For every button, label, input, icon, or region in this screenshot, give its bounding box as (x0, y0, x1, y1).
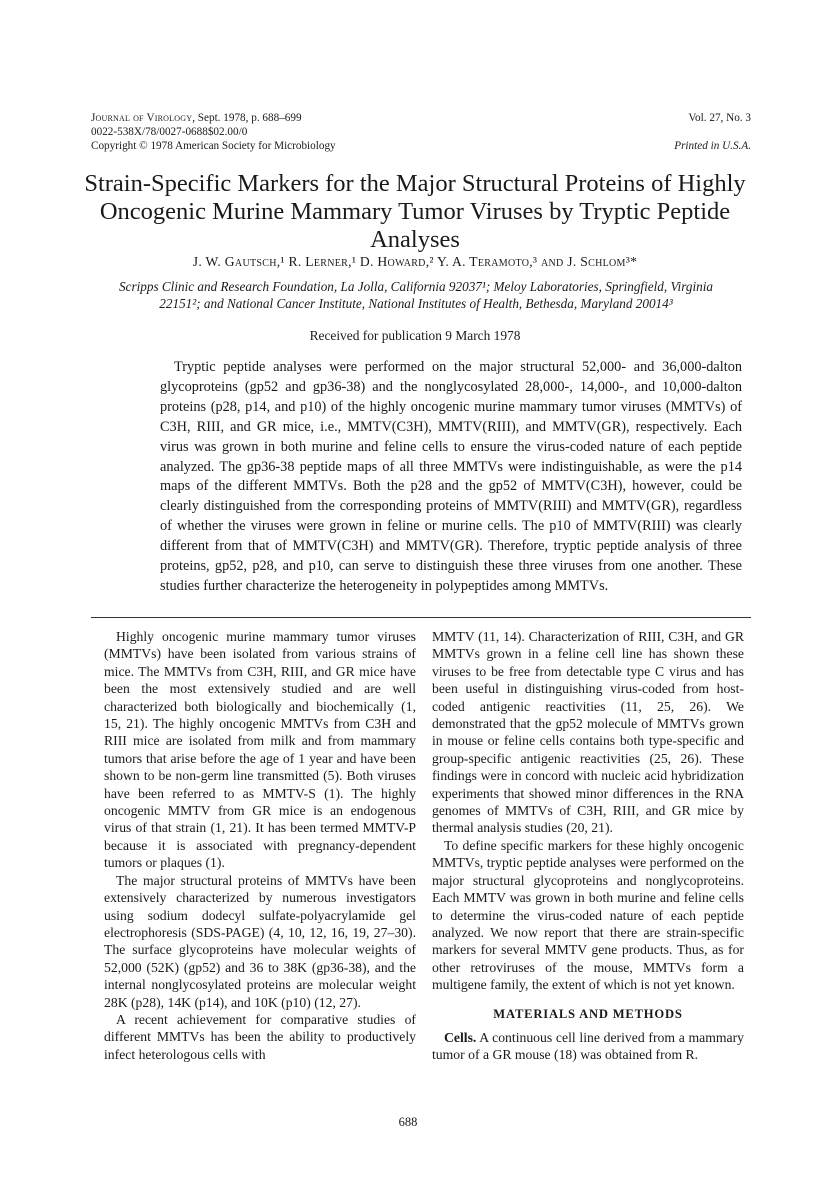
section-heading-materials-methods: MATERIALS AND METHODS (493, 1006, 683, 1021)
affiliations: Scripps Clinic and Research Foundation, La Jolla, California 92037¹; Meloy Laboratories, Springfield, Virginia 22151²; and National Cancer Institute, National Institutes of Health, Bethesda, Maryland 20014³ (119, 279, 713, 311)
intro-paragraph-3: A recent achievement for comparative studies of different MMTVs has been the ability to productively infect heterologous cells with (104, 1011, 416, 1062)
issn-line: 0022-538X/78/0027-0688$02.00/0 (91, 126, 248, 138)
page-number: 688 (398, 1115, 418, 1129)
printed-in: Printed in U.S.A. (674, 140, 751, 152)
running-header-right (511, 111, 751, 153)
journal-citation: , Sept. 1978, p. 688–699 (192, 112, 302, 124)
section-divider (91, 617, 751, 618)
cells-run-in-heading: Cells. (444, 1029, 477, 1045)
received-date: Received for publication 9 March 1978 (309, 328, 521, 343)
cells-paragraph (432, 1029, 744, 1064)
author-list: J. W. Gautsch,¹ R. Lerner,¹ D. Howard,² Y. A. Teramoto,³ and J. Schlom³* (192, 254, 638, 269)
abstract: Tryptic peptide analyses were performed on the major structural 52,000- and 36,000-dalton glycoproteins (gp52 and gp36-38) and the nonglycosylated 28,000-, 14,000-, and 10,000-dalton proteins (p28, p14, and p10) of the highly oncogenic murine mammary tumor viruses (MMTVs) of C3H, RIII, and GR mice, i.e., MMTV(C3H), MMTV(RIII), and MMTV(GR), respectively. Each virus was grown in both murine and feline cells to ensure the virus-coded nature of each peptide analyzed. The gp36-38 peptide maps of all three MMTVs were indistinguishable, as were the p14 maps of the different MMTVs. Both the p28 and the gp52 of MMTV(C3H), however, could be clearly distinguished from the corresponding proteins of MMTV(RIII) and MMTV(GR), regardless of whether the viruses were grown in feline or murine cells. The p10 of MMTV(RIII) was clearly different from that of MMTV(C3H) and MMTV(GR). Therefore, tryptic peptide analysis of three proteins, gp52, p28, and p10, can serve to distinguish these three viruses from one another. These studies further characterize the heterogeneity in polypeptides among MMTVs. (160, 359, 742, 594)
intro-paragraph-5: To define specific markers for these highly oncogenic MMTVs, tryptic peptide analyses were performed on the major structural glycoproteins and nonglycoproteins. Each MMTV was grown in both murine and feline cells to determine the virus-coded nature of each peptide analyzed. We now report that there are strain-specific markers for several MMTV gene products. Thus, as for other retroviruses of the mouse, MMTVs form a multigene family, the extent of which is not yet known. (432, 837, 744, 993)
article-title: Strain-Specific Markers for the Major Structural Proteins of Highly Oncogenic Murine Mammary Tumor Viruses by Tryptic Peptide Analyses (84, 170, 746, 253)
intro-paragraph-4: MMTV (11, 14). Characterization of RIII, C3H, and GR MMTVs grown in a feline cell line has shown these viruses to be free from detectable type C virus and has been useful in distinguishing virus-coded from host-coded antigenic reactivities (11, 25, 26). We demonstrated that the gp52 molecule of MMTVs grown in mouse or feline cells contains both type-specific and group-specific antigenic reactivities (25, 26). These findings were in concord with nucleic acid hybridization experiments that showed minor differences in the RNA genomes of MMTVs of C3H, RIII, and GR mice by thermal analysis studies (20, 21). (432, 629, 744, 836)
intro-paragraph-2: The major structural proteins of MMTVs have been extensively characterized by numerous investigators using sodium dodecyl sulfate-polyacrylamide gel electrophoresis (SDS-PAGE) (4, 10, 12, 16, 19, 27–30). The surface glycoproteins have molecular weights of 52,000 (52K) (gp52) and 36 to 38K (gp36-38), and the internal nonglycosylated proteins are molecular weight 28K (p28), 14K (p14), and 10K (p10) (12, 27). (104, 872, 416, 1010)
copyright-line: Copyright © 1978 American Society for Microbiology (91, 140, 336, 152)
running-header-left (91, 111, 511, 153)
volume-issue: Vol. 27, No. 3 (688, 112, 751, 124)
body-column-left (104, 628, 416, 1063)
body-column-right (432, 628, 744, 1064)
journal-name: Journal of Virology (91, 112, 193, 124)
cells-text: A continuous cell line derived from a mammary tumor of a GR mouse (18) was obtained from R. (432, 1029, 744, 1063)
intro-paragraph-1: Highly oncogenic murine mammary tumor viruses (MMTVs) have been isolated from various strains of mice. The MMTVs from C3H, RIII, and GR mice have been the most extensively studied and are well characterized both biologically and biochemically (1, 15, 21). The highly oncogenic MMTVs from C3H and RIII mice are isolated from milk and from mammary tumors that arise before the age of 1 year and have been shown to be non-germ line transmitted (5). Both viruses have been referred to as MMTV-S (1). The highly oncogenic MMTV from GR mice is an endogenous virus of that strain (1, 21). It has been termed MMTV-P because it is associated with pregnancy-dependent tumors or plaques (1). (104, 629, 416, 871)
